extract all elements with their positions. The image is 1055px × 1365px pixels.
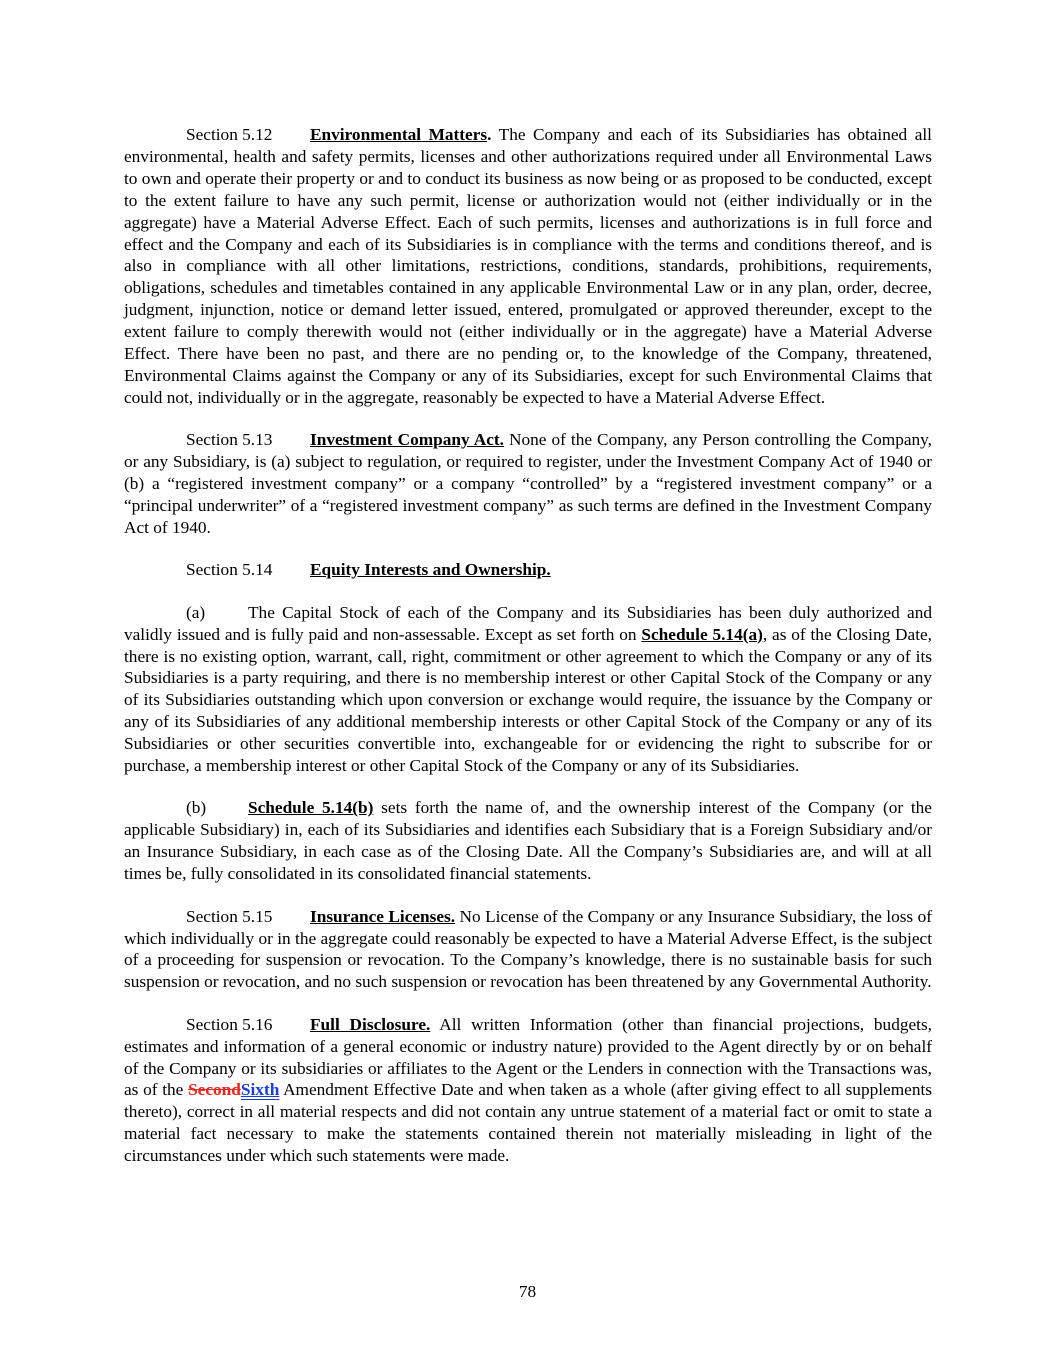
section-heading: Investment Company Act. <box>310 430 504 450</box>
subsection-label: (b) <box>186 798 207 818</box>
section-body: All written Information (other than financial projections, budgets, estimates and information of a general economic or industry nature) provided to the Agent directly by or on behalf of the Company or its subsidiaries or affiliates to the Agent or the Lenders in connection with the Transactions was, as of the <box>124 1014 932 1100</box>
section-5-13 <box>124 429 932 539</box>
schedule-reference: Schedule 5.14(a) <box>641 624 763 644</box>
section-body: Amendment Effective Date and when taken as a whole (after giving effect to all supplements thereto), correct in all material respects and did not contain any untrue statement of a material fact or omit to state a material fact necessary to make the statements contained therein not materially misleading in light of the circumstances under which such statements were made. <box>124 1080 932 1166</box>
subsection-text: sets forth the name of, and the ownership interest of the Company (or the applicable Subsidiary) in, each of its Subsidiaries and identifies each Subsidiary that is a Foreign Subsidiary and/or an Insurance Subsidiary, in each case as of the Closing Date. All the Company’s Subsidiaries are, and will at all times be, fully consolidated in its consolidated financial statements. <box>124 798 932 884</box>
section-5-16 <box>124 1014 932 1167</box>
inserted-text: Sixth <box>240 1080 280 1100</box>
section-heading: Environmental Matters <box>310 125 488 144</box>
section-5-12 <box>124 124 932 409</box>
subsection-label: (a) <box>186 602 206 622</box>
subsection-text: The Capital Stock of each of the Company and its Subsidiaries has been duly authorized and validly issued and is fully paid and non-assessable. Except as set forth on <box>124 602 932 644</box>
document-page <box>124 124 932 1188</box>
page-number: 78 <box>518 1282 537 1301</box>
section-label: Section 5.14 <box>186 560 273 580</box>
schedule-reference: Schedule 5.14(b) <box>248 798 374 818</box>
section-label: Section 5.15 <box>186 906 273 926</box>
section-label: Section 5.16 <box>186 1014 273 1034</box>
section-5-14 <box>124 559 932 581</box>
section-label: Section 5.12 <box>186 125 273 144</box>
section-heading: Insurance Licenses. <box>310 906 456 926</box>
section-label: Section 5.13 <box>186 430 273 450</box>
section-5-15 <box>124 906 932 994</box>
section-body: None of the Company, any Person controlling the Company, or any Subsidiary, is (a) subject to regulation, or required to register, under the Investment Company Act of 1940 or (b) a “registered investment company” or a company “controlled” by a “registered investment company” or a “principal underwriter” of a “registered investment company” as such terms are defined in the Investment Company Act of 1940. <box>124 430 932 537</box>
deleted-text: Second <box>188 1080 241 1100</box>
subsection-b <box>124 797 932 885</box>
section-heading: Full Disclosure. <box>310 1014 431 1034</box>
subsection-text: , as of the Closing Date, there is no existing option, warrant, call, right, commitment or other agreement to which the Company or any of its Subsidiaries is a party requiring, and there is no membership interest or other Capital Stock of the Company or any of its Subsidiaries outstanding which upon conversion or exchange would require, the issuance by the Company or any of its Subsidiaries of any additional membership interests or other Capital Stock of the Company or any of its Subsidiaries or other securities convertible into, exchangeable for or evidencing the right to subscribe for or purchase, a membership interest or other Capital Stock of the Company or any of its Subsidiaries. <box>124 624 933 776</box>
section-body: No License of the Company or any Insurance Subsidiary, the loss of which individually or in the aggregate could reasonably be expected to have a Material Adverse Effect, is the subject of a proceeding for suspension or revocation. To the Company’s knowledge, there is no sustainable basis for such suspension or revocation, and no such suspension or revocation has been threatened by any Governmental Authority. <box>124 906 932 992</box>
section-body: The Company and each of its Subsidiaries has obtained all environmental, health and safety permits, licenses and other authorizations required under all Environmental Laws to own and operate their property or and to conduct its business as now being or as proposed to be conducted, except to the extent failure to have any such permit, license or authorization would not (either individually or in the aggregate) have a Material Adverse Effect. Each of such permits, licenses and authorizations is in full force and effect and the Company and each of its Subsidiaries is in compliance with the terms and conditions thereof, and is also in compliance with all other limitations, restrictions, conditions, standards, prohibitions, requirements, obligations, schedules and timetables contained in any applicable Environmental Law or in any plan, order, decree, judgment, injunction, notice or demand letter issued, entered, promulgated or approved thereunder, except to the extent failure to comply therewith would not (either individually or in the aggregate) have a Material Adverse Effect. There have been no past, and there are no pending or, to the knowledge of the Company, threatened, Environmental Claims against the Company or any of its Subsidiaries, except for such Environmental Claims that could not, individually or in the aggregate, reasonably be expected to have a Material Adverse Effect. <box>124 125 932 407</box>
subsection-a <box>124 602 932 777</box>
heading-punctuation: . <box>487 125 492 144</box>
section-heading: Equity Interests and Ownership. <box>310 560 551 580</box>
